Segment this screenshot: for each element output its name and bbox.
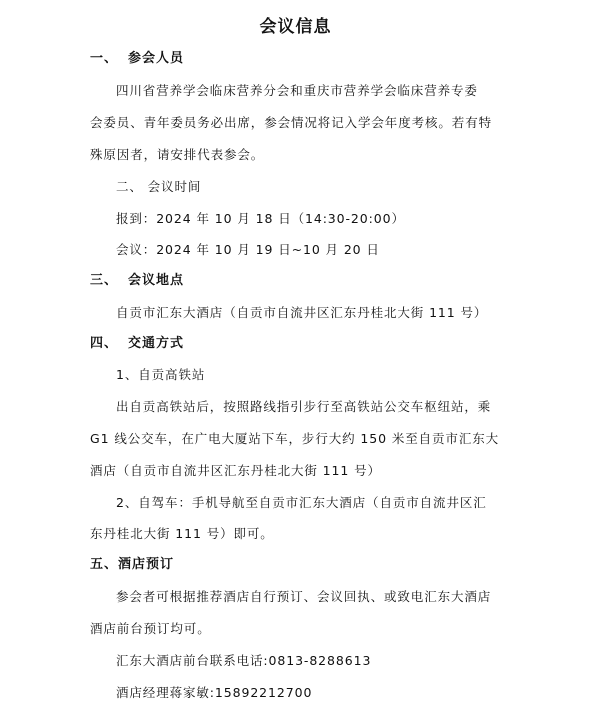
page-title: 会议信息 xyxy=(259,17,332,37)
paragraph-line: 酒店前台预订均可。 xyxy=(90,621,211,636)
section-heading-hotel: 五、酒店预订 xyxy=(90,557,175,572)
meeting-time: 会议：2024 年 10 月 19 日~10 月 20 日 xyxy=(116,242,380,257)
heading-text: 参会人员 xyxy=(128,51,185,66)
heading-number: 一、 xyxy=(90,51,119,66)
checkin-time: 报到：2024 年 10 月 18 日（14:30-20:00） xyxy=(116,211,405,226)
section-heading-venue xyxy=(90,272,184,290)
paragraph-line: 酒店（自贡市自流井区汇东丹桂北大街 111 号） xyxy=(90,463,381,478)
transport-sub-heading: 1、自贡高铁站 xyxy=(116,367,206,382)
manager-phone: 酒店经理蒋家敏:15892212700 xyxy=(116,685,313,700)
paragraph-line: 2、自驾车：手机导航至自贡市汇东大酒店（自贡市自流井区汇 xyxy=(116,495,487,510)
paragraph-line: 殊原因者，请安排代表参会。 xyxy=(90,147,265,162)
paragraph-line: 出自贡高铁站后，按照路线指引步行至高铁站公交车枢纽站，乘 xyxy=(116,399,492,414)
paragraph-line: 四川省营养学会临床营养分会和重庆市营养学会临床营养专委 xyxy=(116,83,478,98)
paragraph-line: 参会者可根据推荐酒店自行预订、会议回执、或致电汇东大酒店 xyxy=(116,589,492,604)
heading-text: 会议地点 xyxy=(128,273,185,288)
heading-number: 三、 xyxy=(90,273,119,288)
heading-text: 交通方式 xyxy=(128,336,185,351)
paragraph-line: G1 线公交车，在广电大厦站下车，步行大约 150 米至自贡市汇东大 xyxy=(90,431,500,446)
venue-address: 自贡市汇东大酒店（自贡市自流井区汇东丹桂北大街 111 号） xyxy=(116,305,488,320)
heading-number: 四、 xyxy=(90,336,119,351)
front-desk-phone: 汇东大酒店前台联系电话:0813-8288613 xyxy=(116,653,372,668)
section-heading-attendees xyxy=(90,50,184,68)
section-heading-transport xyxy=(90,335,184,353)
paragraph-line: 东丹桂北大街 111 号）即可。 xyxy=(90,526,274,541)
paragraph-line: 会委员、青年委员务必出席，参会情况将记入学会年度考核。若有特 xyxy=(90,115,493,130)
section-heading-time: 二、 会议时间 xyxy=(116,179,202,194)
